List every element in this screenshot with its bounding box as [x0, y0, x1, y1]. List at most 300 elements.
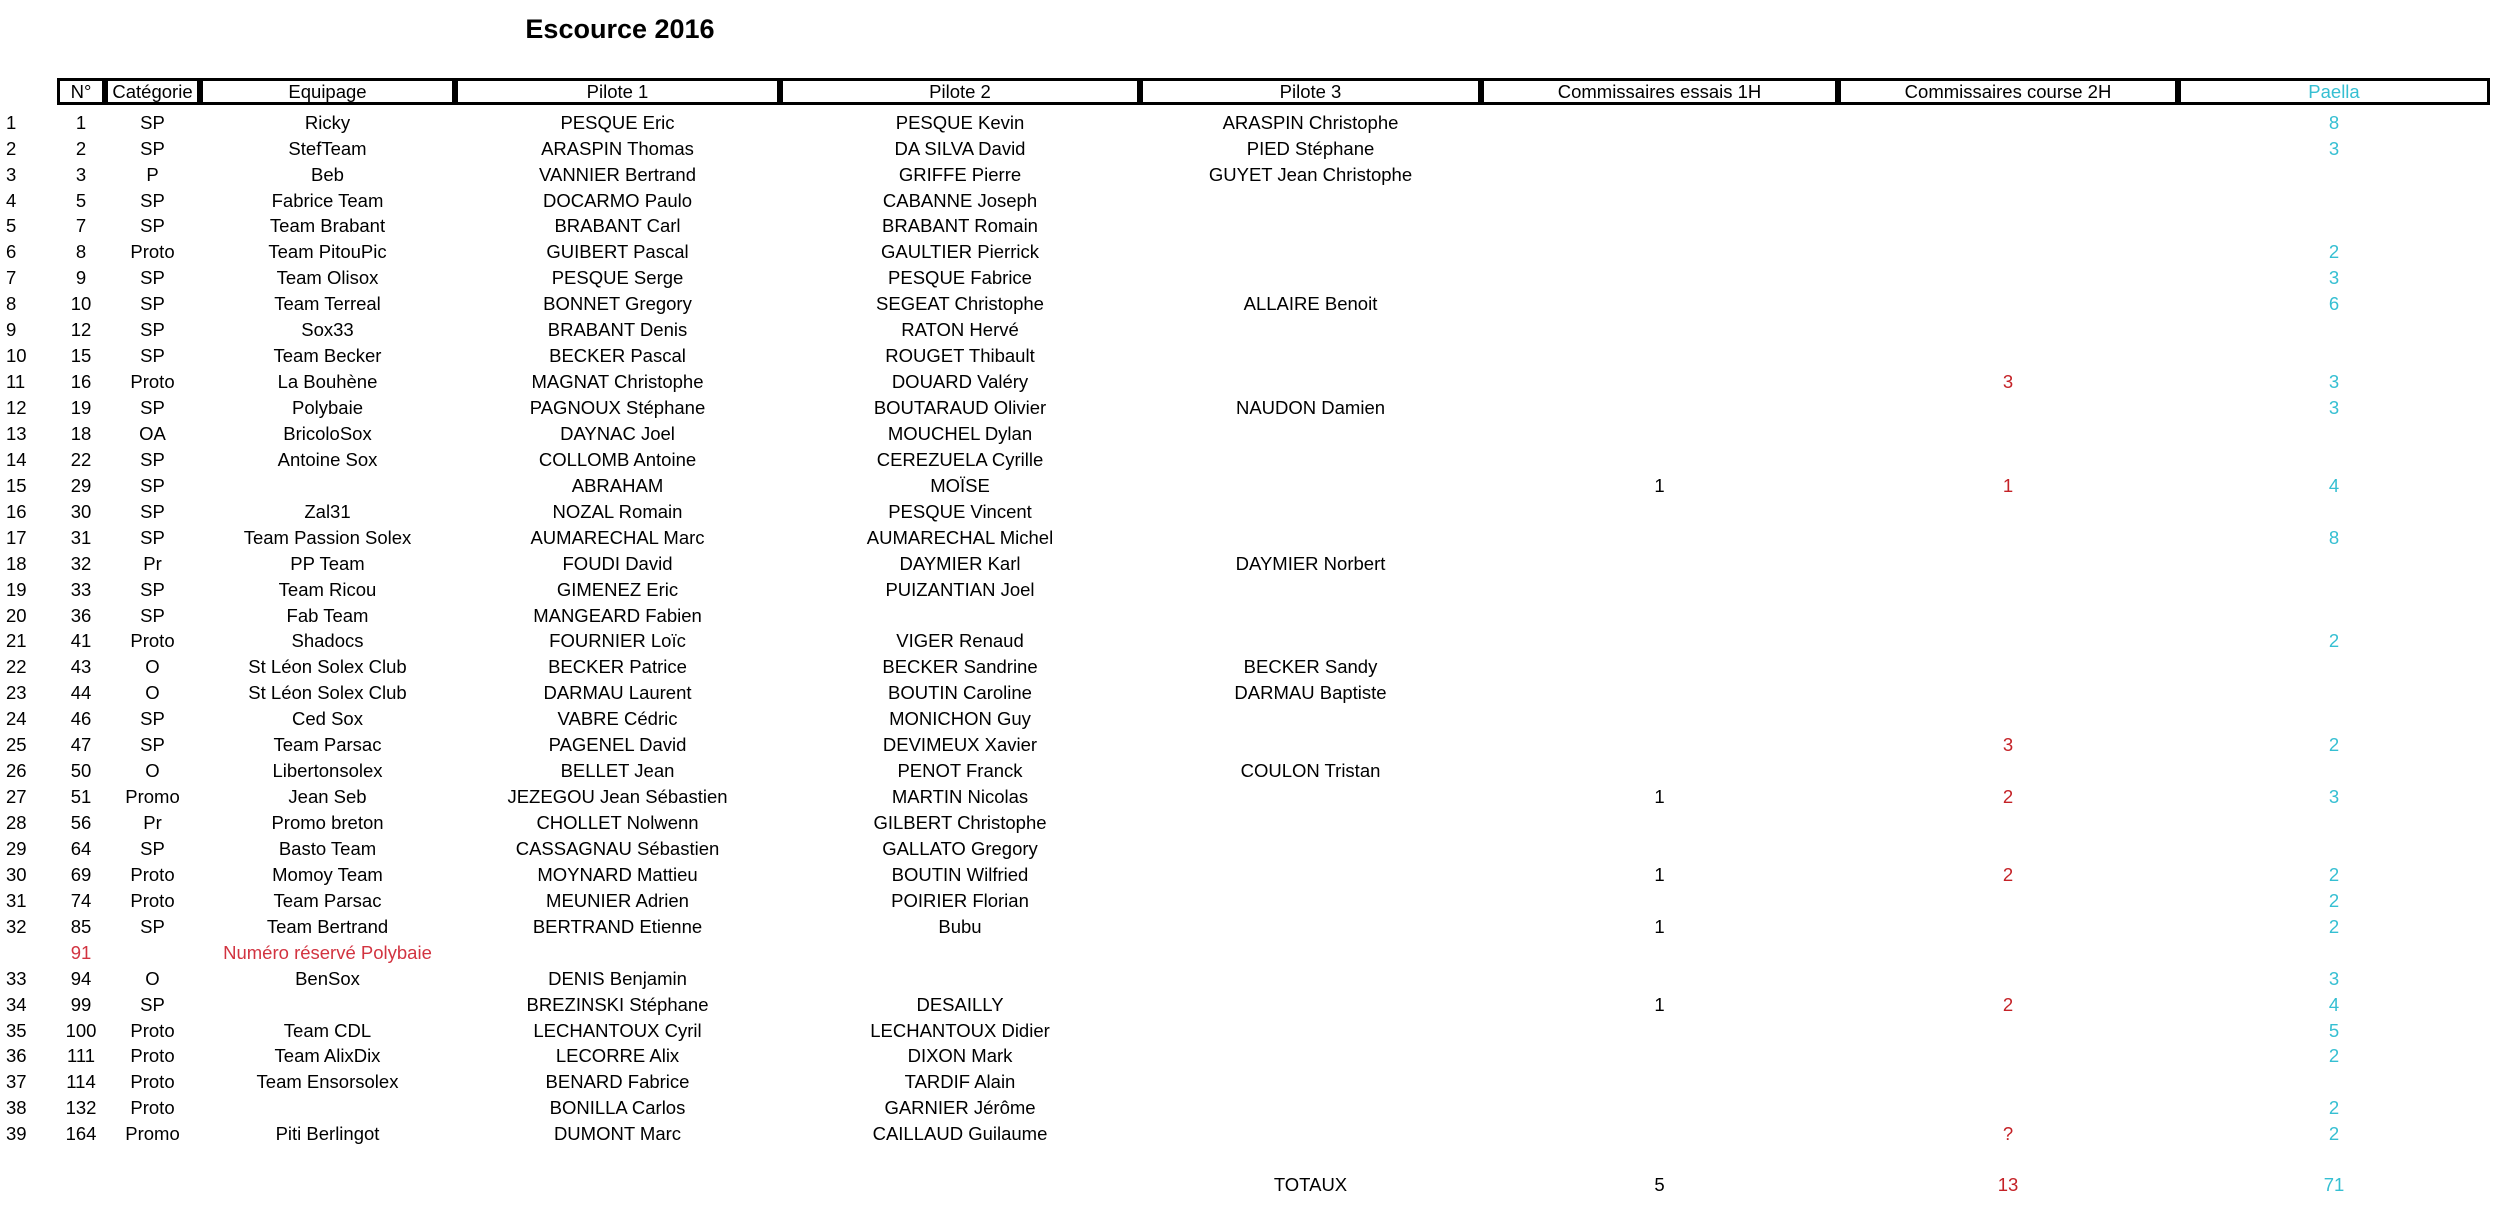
cell-pilote1: BREZINSKI Stéphane — [526, 993, 709, 1015]
cell-pilote2: DESAILLY — [916, 993, 1004, 1015]
cell-pilote3: DARMAU Baptiste — [1234, 682, 1387, 704]
cell-categorie: Proto — [130, 1019, 175, 1041]
cell-equipage: BenSox — [295, 967, 360, 989]
cell-commissaires-course: ? — [2002, 1123, 2014, 1145]
row-index: 23 — [6, 682, 27, 704]
table-row — [0, 888, 2490, 914]
cell-commissaires-course: 3 — [2002, 734, 2014, 756]
cell-commissaires-essais: 1 — [1654, 786, 1665, 808]
cell-pilote2: GALLATO Gregory — [882, 837, 1038, 859]
cell-equipage: St Léon Solex Club — [248, 656, 407, 678]
cell-categorie: O — [145, 656, 160, 678]
cell-pilote1: PAGENEL David — [548, 734, 687, 756]
page-title: Escource 2016 — [525, 14, 715, 44]
cell-commissaires-course: 1 — [2002, 474, 2014, 496]
cell-numero: 132 — [65, 1097, 97, 1119]
table-row — [0, 110, 2490, 136]
cell-numero: 3 — [75, 163, 87, 185]
table-row — [0, 136, 2490, 162]
cell-equipage: Team Parsac — [273, 734, 382, 756]
row-index: 6 — [6, 241, 17, 263]
row-index: 33 — [6, 967, 27, 989]
cell-paella: 2 — [2328, 915, 2340, 937]
cell-numero: 64 — [70, 837, 92, 859]
cell-numero: 1 — [75, 111, 87, 133]
cell-equipage: Shadocs — [291, 630, 364, 652]
cell-pilote2: BECKER Sandrine — [882, 656, 1038, 678]
cell-pilote2: AUMARECHAL Michel — [866, 526, 1054, 548]
cell-paella: 2 — [2328, 889, 2340, 911]
cell-pilote2: DIXON Mark — [907, 1045, 1013, 1067]
row-index: 18 — [6, 552, 27, 574]
cell-categorie: SP — [140, 604, 165, 626]
row-index: 9 — [6, 319, 17, 341]
cell-numero: 56 — [70, 812, 92, 834]
row-index: 36 — [6, 1045, 27, 1067]
cell-pilote1: ARASPIN Thomas — [541, 137, 694, 159]
cell-pilote1: PESQUE Serge — [551, 267, 684, 289]
table-row — [0, 369, 2490, 395]
column-header-pilote3: Pilote 3 — [1140, 78, 1481, 105]
cell-numero: 69 — [70, 863, 92, 885]
cell-pilote3: ARASPIN Christophe — [1222, 111, 1399, 133]
cell-pilote2: Bubu — [938, 915, 982, 937]
column-header-pilote2: Pilote 2 — [780, 78, 1140, 105]
cell-numero: 9 — [75, 267, 87, 289]
cell-pilote1: NOZAL Romain — [552, 500, 683, 522]
table-row — [0, 395, 2490, 421]
row-index: 1 — [6, 111, 17, 133]
column-header-equipage: Equipage — [200, 78, 455, 105]
cell-pilote2: CEREZUELA Cyrille — [876, 448, 1044, 470]
cell-pilote3: ALLAIRE Benoit — [1243, 293, 1378, 315]
table-row — [0, 1122, 2490, 1148]
cell-numero: 32 — [70, 552, 92, 574]
cell-paella: 2 — [2328, 1045, 2340, 1067]
row-index: 12 — [6, 397, 27, 419]
cell-pilote2: VIGER Renaud — [896, 630, 1024, 652]
cell-numero: 10 — [70, 293, 92, 315]
table-row — [0, 1096, 2490, 1122]
cell-categorie: Pr — [143, 812, 162, 834]
cell-pilote2: BOUTIN Wilfried — [891, 863, 1029, 885]
cell-pilote2: DOUARD Valéry — [891, 371, 1029, 393]
cell-pilote1: BELLET Jean — [560, 760, 675, 782]
cell-equipage: Antoine Sox — [277, 448, 378, 470]
column-header-commissaires-essais: Commissaires essais 1H — [1481, 78, 1838, 105]
cell-pilote1: FOUDI David — [562, 552, 673, 574]
cell-numero: 74 — [70, 889, 92, 911]
cell-pilote2: MARTIN Nicolas — [891, 786, 1029, 808]
cell-pilote2: RATON Hervé — [901, 319, 1019, 341]
cell-equipage: Basto Team — [278, 837, 377, 859]
cell-pilote2: DEVIMEUX Xavier — [882, 734, 1038, 756]
column-header-categorie: Catégorie — [105, 78, 200, 105]
column-header-numero: N° — [57, 78, 105, 105]
cell-numero: 18 — [70, 422, 92, 444]
cell-equipage: Team Terreal — [274, 293, 381, 315]
cell-categorie: P — [146, 163, 159, 185]
cell-paella: 3 — [2328, 267, 2340, 289]
cell-categorie: SP — [140, 345, 165, 367]
cell-pilote2: DA SILVA David — [894, 137, 1026, 159]
cell-paella: 2 — [2328, 241, 2340, 263]
cell-numero: 44 — [70, 682, 92, 704]
cell-pilote3: GUYET Jean Christophe — [1208, 163, 1413, 185]
table-row — [0, 188, 2490, 214]
cell-equipage: BricoloSox — [283, 422, 372, 444]
cell-categorie: SP — [140, 137, 165, 159]
cell-pilote2: PENOT Franck — [897, 760, 1023, 782]
cell-equipage: Team Passion Solex — [243, 526, 412, 548]
cell-equipage: Team CDL — [283, 1019, 372, 1041]
cell-paella: 2 — [2328, 734, 2340, 756]
totals-label: TOTAUX — [1273, 1173, 1348, 1195]
cell-pilote1: DARMAU Laurent — [543, 682, 692, 704]
cell-pilote2: ROUGET Thibault — [885, 345, 1035, 367]
table-row — [0, 966, 2490, 992]
cell-categorie: SP — [140, 526, 165, 548]
cell-categorie: OA — [139, 422, 166, 444]
cell-pilote2: BOUTIN Caroline — [888, 682, 1032, 704]
totals-row — [0, 1172, 2490, 1198]
cell-numero: 41 — [70, 630, 92, 652]
table-row — [0, 810, 2490, 836]
row-index: 2 — [6, 137, 17, 159]
row-index: 20 — [6, 604, 27, 626]
table-row — [0, 1018, 2490, 1044]
cell-paella: 8 — [2328, 526, 2340, 548]
cell-pilote1: VANNIER Bertrand — [539, 163, 696, 185]
cell-equipage: Team AlixDix — [274, 1045, 381, 1067]
cell-pilote1: ABRAHAM — [571, 474, 664, 496]
cell-pilote2: POIRIER Florian — [891, 889, 1029, 911]
cell-equipage: Team Olisox — [276, 267, 379, 289]
cell-pilote2: GARNIER Jérôme — [884, 1097, 1036, 1119]
table-row — [0, 525, 2490, 551]
cell-pilote2: SEGEAT Christophe — [876, 293, 1044, 315]
cell-pilote1: GUIBERT Pascal — [546, 241, 689, 263]
cell-paella: 3 — [2328, 371, 2340, 393]
cell-equipage: St Léon Solex Club — [248, 682, 407, 704]
cell-paella: 3 — [2328, 397, 2340, 419]
row-index: 32 — [6, 915, 27, 937]
cell-pilote2: PESQUE Fabrice — [888, 267, 1032, 289]
table-row — [0, 758, 2490, 784]
cell-numero: 30 — [70, 500, 92, 522]
cell-numero: 164 — [65, 1123, 97, 1145]
reserved-row — [0, 940, 2490, 966]
cell-numero: 91 — [70, 941, 92, 963]
row-index: 37 — [6, 1071, 27, 1093]
cell-pilote1: JEZEGOU Jean Sébastien — [507, 786, 728, 808]
cell-pilote1: BECKER Pascal — [549, 345, 686, 367]
table-row — [0, 214, 2490, 240]
cell-categorie: Promo — [125, 1123, 180, 1145]
cell-numero: 46 — [70, 708, 92, 730]
cell-categorie: SP — [140, 837, 165, 859]
cell-categorie: Proto — [130, 1045, 175, 1067]
cell-categorie: SP — [140, 448, 165, 470]
cell-numero: 36 — [70, 604, 92, 626]
cell-pilote1: LECORRE Alix — [555, 1045, 680, 1067]
row-index: 14 — [6, 448, 27, 470]
cell-pilote2: CABANNE Joseph — [882, 189, 1038, 211]
cell-numero: 85 — [70, 915, 92, 937]
row-index: 25 — [6, 734, 27, 756]
cell-pilote2: GILBERT Christophe — [873, 812, 1047, 834]
cell-pilote1: MEUNIER Adrien — [546, 889, 689, 911]
table-row — [0, 499, 2490, 525]
cell-pilote3: NAUDON Damien — [1235, 397, 1386, 419]
table-row — [0, 292, 2490, 318]
table-row — [0, 551, 2490, 577]
cell-pilote3: BECKER Sandy — [1243, 656, 1378, 678]
cell-commissaires-essais: 1 — [1654, 863, 1665, 885]
cell-equipage: Polybaie — [292, 397, 363, 419]
cell-paella: 2 — [2328, 1123, 2340, 1145]
cell-pilote1: BERTRAND Etienne — [532, 915, 703, 937]
cell-categorie: O — [145, 967, 160, 989]
cell-equipage: Ricky — [304, 111, 351, 133]
cell-pilote2: GRIFFE Pierre — [898, 163, 1022, 185]
cell-numero: 12 — [70, 319, 92, 341]
cell-pilote2: BRABANT Romain — [882, 215, 1038, 237]
row-index: 28 — [6, 812, 27, 834]
cell-categorie: SP — [140, 397, 165, 419]
cell-equipage: Team PitouPic — [268, 241, 387, 263]
cell-categorie: O — [145, 682, 160, 704]
table-row — [0, 577, 2490, 603]
cell-numero: 19 — [70, 397, 92, 419]
cell-categorie: Proto — [130, 863, 175, 885]
totals-essais: 5 — [1654, 1173, 1665, 1195]
cell-equipage: Team Bertrand — [266, 915, 389, 937]
cell-pilote3: PIED Stéphane — [1246, 137, 1375, 159]
row-index: 26 — [6, 760, 27, 782]
cell-paella: 5 — [2328, 1019, 2340, 1041]
cell-pilote1: COLLOMB Antoine — [538, 448, 697, 470]
table-row — [0, 733, 2490, 759]
table-row — [0, 862, 2490, 888]
cell-commissaires-course: 2 — [2002, 993, 2014, 1015]
cell-equipage: Numéro réservé Polybaie — [223, 941, 432, 963]
column-header-paella: Paella — [2178, 78, 2490, 105]
table-row — [0, 992, 2490, 1018]
table-row — [0, 707, 2490, 733]
cell-commissaires-course: 2 — [2002, 786, 2014, 808]
cell-pilote1: DAYNAC Joel — [560, 422, 675, 444]
cell-numero: 94 — [70, 967, 92, 989]
table-body — [0, 110, 2490, 1148]
cell-categorie: SP — [140, 708, 165, 730]
cell-categorie: SP — [140, 111, 165, 133]
cell-equipage: Sox33 — [301, 319, 354, 341]
cell-numero: 43 — [70, 656, 92, 678]
cell-pilote1: BRABANT Denis — [547, 319, 688, 341]
cell-equipage: Team Ensorsolex — [256, 1071, 399, 1093]
cell-numero: 2 — [75, 137, 87, 159]
column-header-commissaires-course: Commissaires course 2H — [1838, 78, 2178, 105]
cell-pilote1: MAGNAT Christophe — [531, 371, 704, 393]
table-row — [0, 1044, 2490, 1070]
cell-numero: 47 — [70, 734, 92, 756]
table-row — [0, 266, 2490, 292]
cell-numero: 51 — [70, 786, 92, 808]
totals-paella: 71 — [2323, 1173, 2345, 1195]
cell-equipage: Ced Sox — [292, 708, 363, 730]
cell-pilote1: MANGEARD Fabien — [533, 604, 702, 626]
cell-pilote1: CASSAGNAU Sébastien — [515, 837, 720, 859]
cell-categorie: SP — [140, 734, 165, 756]
table-row — [0, 784, 2490, 810]
cell-categorie: Proto — [130, 889, 175, 911]
cell-equipage: Fabrice Team — [271, 189, 384, 211]
cell-numero: 16 — [70, 371, 92, 393]
cell-pilote1: VABRE Cédric — [557, 708, 678, 730]
cell-numero: 29 — [70, 474, 92, 496]
cell-pilote1: FOURNIER Loïc — [549, 630, 686, 652]
table-row — [0, 421, 2490, 447]
cell-equipage: Team Becker — [273, 345, 382, 367]
table-row — [0, 681, 2490, 707]
cell-pilote1: LECHANTOUX Cyril — [533, 1019, 702, 1041]
table-row — [0, 603, 2490, 629]
cell-paella: 6 — [2328, 293, 2340, 315]
row-index: 13 — [6, 422, 27, 444]
cell-numero: 7 — [75, 215, 87, 237]
cell-categorie: SP — [140, 293, 165, 315]
cell-equipage: Team Ricou — [278, 578, 377, 600]
row-index: 11 — [6, 371, 26, 393]
cell-numero: 8 — [75, 241, 87, 263]
cell-categorie: SP — [140, 267, 165, 289]
cell-pilote1: GIMENEZ Eric — [556, 578, 679, 600]
table-row — [0, 447, 2490, 473]
cell-commissaires-essais: 1 — [1654, 474, 1665, 496]
cell-equipage: Zal31 — [304, 500, 351, 522]
cell-pilote1: DOCARMO Paulo — [542, 189, 693, 211]
table-row — [0, 318, 2490, 344]
row-index: 19 — [6, 578, 27, 600]
cell-commissaires-essais: 1 — [1654, 915, 1665, 937]
cell-commissaires-course: 2 — [2002, 863, 2014, 885]
cell-paella: 4 — [2328, 993, 2340, 1015]
cell-equipage: La Bouhène — [277, 371, 378, 393]
row-index: 31 — [6, 889, 27, 911]
cell-pilote2: PUIZANTIAN Joel — [885, 578, 1035, 600]
cell-pilote3: COULON Tristan — [1240, 760, 1381, 782]
cell-categorie: SP — [140, 500, 165, 522]
cell-pilote1: MOYNARD Mattieu — [537, 863, 698, 885]
row-index: 39 — [6, 1123, 27, 1145]
table-row — [0, 343, 2490, 369]
cell-pilote1: PAGNOUX Stéphane — [529, 397, 706, 419]
table-row — [0, 629, 2490, 655]
row-index: 3 — [6, 163, 17, 185]
cell-pilote2: MOUCHEL Dylan — [887, 422, 1033, 444]
cell-paella: 2 — [2328, 1097, 2340, 1119]
row-index: 21 — [6, 630, 27, 652]
table-row — [0, 1070, 2490, 1096]
cell-pilote1: BENARD Fabrice — [545, 1071, 690, 1093]
row-index: 7 — [6, 267, 17, 289]
cell-categorie: SP — [140, 189, 165, 211]
row-index: 35 — [6, 1019, 27, 1041]
cell-numero: 22 — [70, 448, 92, 470]
cell-pilote2: GAULTIER Pierrick — [881, 241, 1039, 263]
cell-categorie: SP — [140, 915, 165, 937]
row-index: 34 — [6, 993, 27, 1015]
cell-paella: 8 — [2328, 111, 2340, 133]
cell-pilote2: LECHANTOUX Didier — [870, 1019, 1050, 1041]
cell-paella: 3 — [2328, 137, 2340, 159]
row-index: 16 — [6, 500, 27, 522]
cell-categorie: Proto — [130, 1071, 175, 1093]
cell-pilote2: CAILLAUD Guilaume — [872, 1123, 1048, 1145]
cell-equipage: PP Team — [290, 552, 365, 574]
row-index: 29 — [6, 837, 27, 859]
column-header-pilote1: Pilote 1 — [455, 78, 780, 105]
cell-equipage: Momoy Team — [272, 863, 383, 885]
cell-pilote2: BOUTARAUD Olivier — [873, 397, 1047, 419]
cell-categorie: Proto — [130, 1097, 175, 1119]
table-row — [0, 836, 2490, 862]
cell-paella: 2 — [2328, 863, 2340, 885]
cell-equipage: Piti Berlingot — [275, 1123, 380, 1145]
cell-categorie: Proto — [130, 371, 175, 393]
row-index: 38 — [6, 1097, 27, 1119]
cell-categorie: Promo — [125, 786, 180, 808]
cell-equipage: Beb — [311, 163, 344, 185]
row-index: 15 — [6, 474, 27, 496]
cell-numero: 100 — [65, 1019, 97, 1041]
row-index: 8 — [6, 293, 17, 315]
cell-numero: 5 — [75, 189, 87, 211]
cell-commissaires-course: 3 — [2002, 371, 2014, 393]
cell-pilote3: DAYMIER Norbert — [1235, 552, 1386, 574]
cell-categorie: Proto — [130, 630, 175, 652]
cell-paella: 4 — [2328, 474, 2340, 496]
cell-equipage: Libertonsolex — [272, 760, 383, 782]
cell-equipage: Jean Seb — [288, 786, 367, 808]
cell-categorie: SP — [140, 319, 165, 341]
cell-pilote2: PESQUE Kevin — [895, 111, 1025, 133]
row-index: 4 — [6, 189, 17, 211]
cell-equipage: Promo breton — [271, 812, 384, 834]
cell-numero: 33 — [70, 578, 92, 600]
cell-categorie: Pr — [143, 552, 162, 574]
cell-numero: 15 — [70, 345, 92, 367]
cell-paella: 3 — [2328, 967, 2340, 989]
cell-pilote1: CHOLLET Nolwenn — [536, 812, 699, 834]
cell-pilote1: BECKER Patrice — [548, 656, 687, 678]
table-row — [0, 655, 2490, 681]
table-row — [0, 473, 2490, 499]
cell-commissaires-essais: 1 — [1654, 993, 1665, 1015]
table-row — [0, 914, 2490, 940]
cell-pilote1: BRABANT Carl — [554, 215, 681, 237]
cell-categorie: SP — [140, 578, 165, 600]
cell-paella: 3 — [2328, 786, 2340, 808]
cell-pilote2: MONICHON Guy — [889, 708, 1031, 730]
cell-numero: 114 — [66, 1071, 96, 1093]
row-index: 22 — [6, 656, 27, 678]
cell-categorie: SP — [140, 215, 165, 237]
cell-pilote2: DAYMIER Karl — [899, 552, 1021, 574]
cell-pilote2: MOÏSE — [930, 474, 990, 496]
cell-numero: 50 — [70, 760, 92, 782]
